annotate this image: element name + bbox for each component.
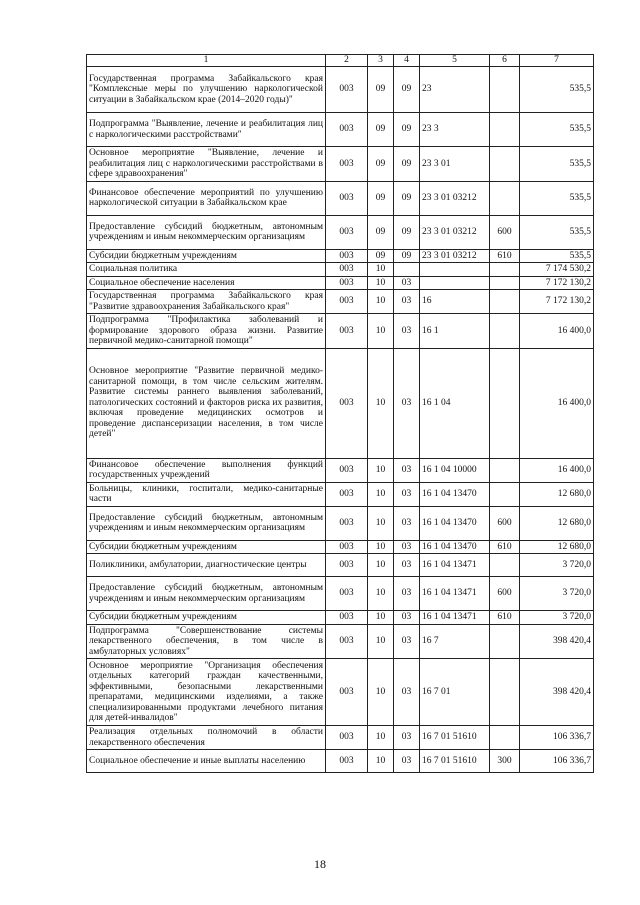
- row-description: Финансовое обеспечение мероприятий по улучшению наркологической ситуации в Забайкальском крае: [87, 181, 326, 215]
- table-row: [87, 249, 594, 263]
- row-amount: 7 172 130,2: [520, 290, 594, 314]
- row-target-article: 23 3 01 03212: [420, 181, 490, 215]
- row-target-article: 16 7 01: [420, 659, 490, 726]
- header-col-6: 6: [490, 55, 520, 67]
- table-body: [87, 67, 594, 773]
- row-description: Социальное обеспечение и иные выплаты населению: [87, 750, 326, 773]
- row-subsection-code: 03: [394, 506, 420, 540]
- row-target-article: 23 3 01 03212: [420, 215, 490, 249]
- row-amount: 3 720,0: [520, 611, 594, 625]
- row-expense-type: [490, 482, 520, 506]
- row-description: Подпрограмма "Профилактика заболеваний и формирование здорового образа жизни. Развитие первичной медико-санитарной помощи": [87, 314, 326, 349]
- row-admin-code: 003: [326, 263, 368, 277]
- header-col-4: 4: [394, 55, 420, 67]
- row-subsection-code: 03: [394, 554, 420, 577]
- table-row: [87, 458, 594, 482]
- row-amount: 106 336,7: [520, 726, 594, 750]
- table-header-row: [87, 55, 594, 67]
- row-amount: 3 720,0: [520, 554, 594, 577]
- row-admin-code: 003: [326, 113, 368, 147]
- row-amount: 535,5: [520, 181, 594, 215]
- row-expense-type: 610: [490, 540, 520, 554]
- row-description: Финансовое обеспечение выполнения функций государственных учреждений: [87, 458, 326, 482]
- row-section-code: 10: [368, 458, 394, 482]
- row-section-code: 09: [368, 249, 394, 263]
- row-amount: 7 172 130,2: [520, 276, 594, 290]
- row-subsection-code: 03: [394, 348, 420, 458]
- row-section-code: 10: [368, 482, 394, 506]
- row-expense-type: 600: [490, 577, 520, 611]
- table-row: [87, 348, 594, 458]
- row-subsection-code: 09: [394, 113, 420, 147]
- row-section-code: 10: [368, 726, 394, 750]
- row-subsection-code: 03: [394, 482, 420, 506]
- row-admin-code: 003: [326, 726, 368, 750]
- row-subsection-code: 03: [394, 750, 420, 773]
- row-target-article: 16 1 04 13471: [420, 554, 490, 577]
- row-target-article: 16 7: [420, 624, 490, 659]
- row-amount: 12 680,0: [520, 482, 594, 506]
- row-section-code: 10: [368, 540, 394, 554]
- row-target-article: 16 1: [420, 314, 490, 349]
- table-row: [87, 540, 594, 554]
- row-amount: 535,5: [520, 67, 594, 113]
- row-subsection-code: 09: [394, 249, 420, 263]
- header-col-5: 5: [420, 55, 490, 67]
- row-expense-type: 300: [490, 750, 520, 773]
- row-description: Подпрограмма "Совершенствование системы лекарственного обеспечения, в том числе в амбулаторных условиях": [87, 624, 326, 659]
- row-admin-code: 003: [326, 624, 368, 659]
- row-amount: 16 400,0: [520, 348, 594, 458]
- row-admin-code: 003: [326, 659, 368, 726]
- row-expense-type: 610: [490, 611, 520, 625]
- row-target-article: 16 7 01 51610: [420, 726, 490, 750]
- row-admin-code: 003: [326, 554, 368, 577]
- row-expense-type: [490, 276, 520, 290]
- row-admin-code: 003: [326, 482, 368, 506]
- row-admin-code: 003: [326, 348, 368, 458]
- row-admin-code: 003: [326, 290, 368, 314]
- table-row: [87, 67, 594, 113]
- row-description: Подпрограмма "Выявление, лечение и реабилитация лиц с наркологическими расстройствами": [87, 113, 326, 147]
- table-row: [87, 611, 594, 625]
- header-col-1: 1: [87, 55, 326, 67]
- row-subsection-code: 03: [394, 276, 420, 290]
- row-expense-type: [490, 290, 520, 314]
- row-section-code: 10: [368, 611, 394, 625]
- row-description: Государственная программа Забайкальского края "Развитие здравоохранения Забайкальского края": [87, 290, 326, 314]
- row-section-code: 10: [368, 506, 394, 540]
- row-amount: 398 420,4: [520, 624, 594, 659]
- row-amount: 7 174 530,2: [520, 263, 594, 277]
- row-admin-code: 003: [326, 577, 368, 611]
- row-subsection-code: 03: [394, 611, 420, 625]
- table-row: [87, 577, 594, 611]
- table-row: [87, 263, 594, 277]
- row-expense-type: [490, 348, 520, 458]
- row-target-article: 16 7 01 51610: [420, 750, 490, 773]
- row-section-code: 10: [368, 314, 394, 349]
- row-section-code: 09: [368, 147, 394, 182]
- row-subsection-code: 09: [394, 181, 420, 215]
- row-expense-type: 600: [490, 215, 520, 249]
- row-description: Предоставление субсидий бюджетным, автономным учреждениям и иным некоммерческим организациям: [87, 506, 326, 540]
- row-admin-code: 003: [326, 181, 368, 215]
- row-amount: 12 680,0: [520, 540, 594, 554]
- row-subsection-code: 09: [394, 215, 420, 249]
- table-row: [87, 506, 594, 540]
- row-target-article: 16 1 04 13471: [420, 611, 490, 625]
- row-expense-type: [490, 314, 520, 349]
- row-amount: 535,5: [520, 215, 594, 249]
- row-amount: 398 420,4: [520, 659, 594, 726]
- row-admin-code: 003: [326, 458, 368, 482]
- header-col-7: 7: [520, 55, 594, 67]
- row-target-article: 23 3 01: [420, 147, 490, 182]
- row-description: Субсидии бюджетным учреждениям: [87, 540, 326, 554]
- table-row: [87, 314, 594, 349]
- row-description: Основное мероприятие "Развитие первичной медико-санитарной помощи, в том числе сельским жителям. Развитие системы раннего выявления заболеваний, патологических состояний и факторов риска их развития, включая проведение медицинских осмотров и проведение диспансеризации населения, в том числе детей": [87, 348, 326, 458]
- row-section-code: 10: [368, 276, 394, 290]
- row-description: Предоставление субсидий бюджетным, автономным учреждениям и иным некоммерческим организациям: [87, 215, 326, 249]
- row-target-article: 23 3 01 03212: [420, 249, 490, 263]
- row-section-code: 09: [368, 67, 394, 113]
- table-row: [87, 147, 594, 182]
- row-admin-code: 003: [326, 611, 368, 625]
- row-expense-type: [490, 181, 520, 215]
- row-expense-type: [490, 624, 520, 659]
- row-amount: 16 400,0: [520, 314, 594, 349]
- row-amount: 535,5: [520, 113, 594, 147]
- row-description: Субсидии бюджетным учреждениям: [87, 249, 326, 263]
- row-expense-type: [490, 147, 520, 182]
- row-section-code: 09: [368, 215, 394, 249]
- row-description: Основное мероприятие "Выявление, лечение и реабилитация лиц с наркологическими расстройствами в сфере здравоохранения": [87, 147, 326, 182]
- row-description: Субсидии бюджетным учреждениям: [87, 611, 326, 625]
- row-target-article: [420, 276, 490, 290]
- row-description: Государственная программа Забайкальского края "Комплексные меры по улучшению наркологической ситуации в Забайкальском крае (2014–2020 годы)": [87, 67, 326, 113]
- row-expense-type: [490, 263, 520, 277]
- row-amount: 3 720,0: [520, 577, 594, 611]
- row-admin-code: 003: [326, 215, 368, 249]
- row-amount: 535,5: [520, 249, 594, 263]
- row-admin-code: 003: [326, 249, 368, 263]
- table-row: [87, 659, 594, 726]
- row-subsection-code: 03: [394, 624, 420, 659]
- row-expense-type: [490, 113, 520, 147]
- row-subsection-code: 03: [394, 540, 420, 554]
- row-description: Социальное обеспечение населения: [87, 276, 326, 290]
- row-subsection-code: 03: [394, 290, 420, 314]
- row-subsection-code: [394, 263, 420, 277]
- table-row: [87, 482, 594, 506]
- row-subsection-code: 03: [394, 726, 420, 750]
- row-target-article: 23: [420, 67, 490, 113]
- row-section-code: 10: [368, 659, 394, 726]
- row-subsection-code: 03: [394, 314, 420, 349]
- row-target-article: 16 1 04 13470: [420, 506, 490, 540]
- row-section-code: 10: [368, 577, 394, 611]
- row-description: Основное мероприятие "Организация обеспечения отдельных категорий граждан качественными, эффективными, безопасными лекарственными препаратами, медицинскими изделиями, а также специализированными продуктами лечебного питания для детей-инвалидов": [87, 659, 326, 726]
- row-expense-type: [490, 726, 520, 750]
- row-amount: 535,5: [520, 147, 594, 182]
- budget-table: [86, 54, 594, 773]
- row-expense-type: [490, 554, 520, 577]
- row-section-code: 10: [368, 263, 394, 277]
- row-target-article: 16 1 04 10000: [420, 458, 490, 482]
- row-section-code: 10: [368, 624, 394, 659]
- table-row: [87, 554, 594, 577]
- row-description: Предоставление субсидий бюджетным, автономным учреждениям и иным некоммерческим организациям: [87, 577, 326, 611]
- header-col-3: 3: [368, 55, 394, 67]
- row-target-article: 16: [420, 290, 490, 314]
- row-admin-code: 003: [326, 750, 368, 773]
- table-row: [87, 181, 594, 215]
- row-expense-type: [490, 67, 520, 113]
- row-section-code: 10: [368, 750, 394, 773]
- table-row: [87, 750, 594, 773]
- table-row: [87, 624, 594, 659]
- row-subsection-code: 09: [394, 67, 420, 113]
- row-admin-code: 003: [326, 540, 368, 554]
- row-section-code: 09: [368, 113, 394, 147]
- row-expense-type: 610: [490, 249, 520, 263]
- header-col-2: 2: [326, 55, 368, 67]
- row-admin-code: 003: [326, 67, 368, 113]
- table-row: [87, 726, 594, 750]
- row-section-code: 10: [368, 290, 394, 314]
- row-subsection-code: 03: [394, 577, 420, 611]
- row-amount: 16 400,0: [520, 458, 594, 482]
- table-row: [87, 113, 594, 147]
- table-row: [87, 276, 594, 290]
- row-admin-code: 003: [326, 276, 368, 290]
- row-subsection-code: 09: [394, 147, 420, 182]
- row-expense-type: [490, 659, 520, 726]
- row-expense-type: [490, 458, 520, 482]
- row-description: Поликлиники, амбулатории, диагностические центры: [87, 554, 326, 577]
- row-subsection-code: 03: [394, 458, 420, 482]
- row-description: Социальная политика: [87, 263, 326, 277]
- row-target-article: 16 1 04 13470: [420, 482, 490, 506]
- row-amount: 106 336,7: [520, 750, 594, 773]
- row-admin-code: 003: [326, 506, 368, 540]
- table-row: [87, 290, 594, 314]
- row-admin-code: 003: [326, 147, 368, 182]
- row-description: Реализация отдельных полномочий в области лекарственного обеспечения: [87, 726, 326, 750]
- row-expense-type: 600: [490, 506, 520, 540]
- row-amount: 12 680,0: [520, 506, 594, 540]
- row-admin-code: 003: [326, 314, 368, 349]
- row-target-article: 16 1 04 13470: [420, 540, 490, 554]
- row-section-code: 10: [368, 348, 394, 458]
- row-target-article: 16 1 04: [420, 348, 490, 458]
- row-target-article: 16 1 04 13471: [420, 577, 490, 611]
- table-row: [87, 215, 594, 249]
- page-number: 18: [314, 857, 326, 871]
- row-section-code: 09: [368, 181, 394, 215]
- row-subsection-code: 03: [394, 659, 420, 726]
- row-description: Больницы, клиники, госпитали, медико-санитарные части: [87, 482, 326, 506]
- row-target-article: 23 3: [420, 113, 490, 147]
- row-target-article: [420, 263, 490, 277]
- row-section-code: 10: [368, 554, 394, 577]
